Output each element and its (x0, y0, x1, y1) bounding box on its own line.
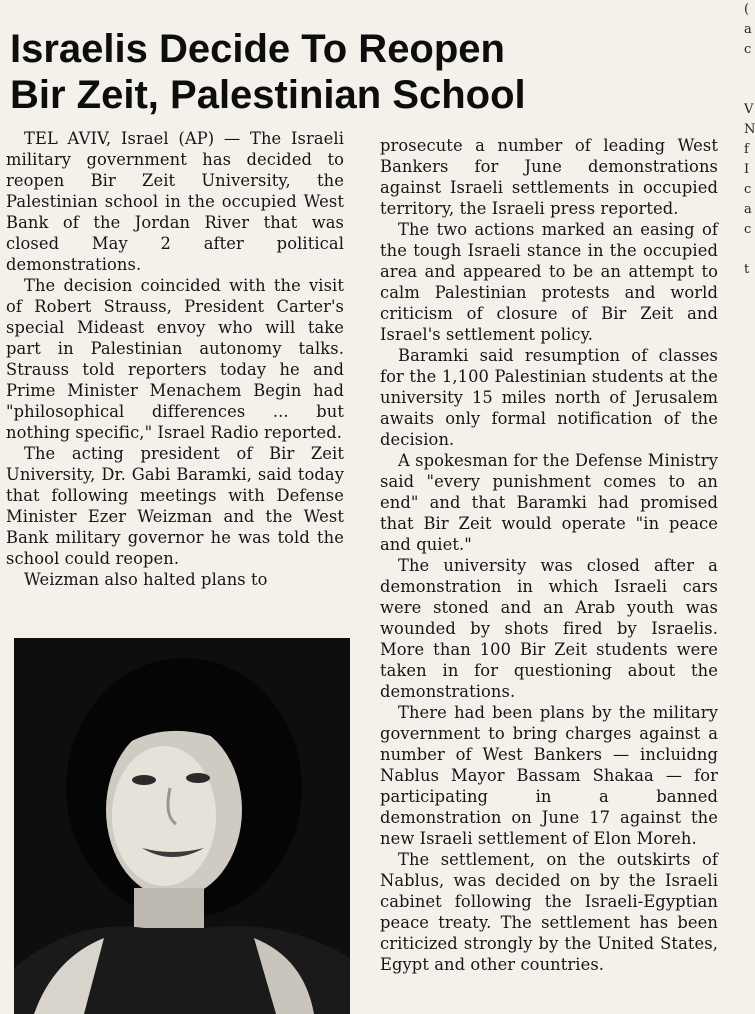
paragraph: A spokesman for the Defense Ministry said "every punishment comes to an end" and that Baramki had promised that Bir Zeit would operate "in peace and quiet." (380, 451, 718, 554)
edge-char (744, 80, 754, 100)
paragraph: There had been plans by the military government to bring charges against a number of West Bankers — incluidng Nablus Mayor Bassam Shakaa — for participating in a banned demonstration on June 17 against the new Israeli settlement of Elon Moreh. (380, 703, 718, 848)
edge-char: f (744, 142, 749, 157)
headline-line-1: Israelis Decide To Reopen (10, 27, 505, 71)
edge-char: V (744, 102, 754, 117)
edge-char (744, 60, 754, 80)
portrait-photo-image (14, 638, 350, 1014)
article-column-1 (6, 128, 344, 590)
edge-char: c (744, 42, 752, 57)
paragraph: The decision coincided with the visit of Robert Strauss, President Carter's special Mideast envoy who will take part in Palestinian autonomy talks. Strauss told reporters today he and Prime Minister Menachem Begin had "philosophical differences ... but nothing specific," Israel Radio reported. (6, 276, 344, 442)
headline (10, 26, 710, 118)
paragraph: The university was closed after a demonstration in which Israeli cars were stoned and an Arab youth was wounded by shots fired by Israelis. More than 100 Bir Zeit students were taken in for questioning about the demonstrations. (380, 556, 718, 701)
portrait-photo (14, 638, 350, 1014)
headline-line-2: Bir Zeit, Palestinian School (10, 73, 526, 117)
edge-char: c (744, 222, 752, 237)
edge-char: a (744, 22, 752, 37)
edge-char: N (744, 122, 755, 137)
paragraph: prosecute a number of leading West Bankers for June demonstrations against Israeli settlements in occupied territory, the Israeli press reported. (380, 136, 718, 218)
adjacent-column-fragment (744, 0, 754, 300)
edge-char: t (744, 262, 750, 277)
paragraph: The acting president of Bir Zeit University, Dr. Gabi Baramki, said today that following meetings with Defense Minister Ezer Weizman and the West Bank military governor he was told the school could reopen. (6, 444, 344, 568)
paragraph: TEL AVIV, Israel (AP) — The Israeli military government has decided to reopen Bir Zeit University, the Palestinian school in the occupied West Bank of the Jordan River that was closed May 2 after political demonstrations. (6, 129, 344, 274)
edge-char: c (744, 182, 752, 197)
paragraph: The settlement, on the outskirts of Nablus, was decided on by the Israeli cabinet following the Israeli-Egyptian peace treaty. The settlement has been criticized strongly by the United States, Egypt and other countries. (380, 850, 718, 974)
edge-char: a (744, 202, 752, 217)
paragraph: Baramki said resumption of classes for the 1,100 Palestinian students at the university 15 miles north of Jerusalem awaits only formal notification of the decision. (380, 346, 718, 449)
edge-char (744, 240, 754, 260)
edge-char: ( (744, 2, 750, 17)
paragraph: The two actions marked an easing of the tough Israeli stance in the occupied area and appeared to be an attempt to calm Palestinian protests and world criticism of closure of Bir Zeit and Israel's settlement policy. (380, 220, 718, 344)
paragraph: Weizman also halted plans to (24, 570, 268, 589)
article-column-2 (380, 135, 718, 975)
edge-char: I (744, 162, 750, 177)
